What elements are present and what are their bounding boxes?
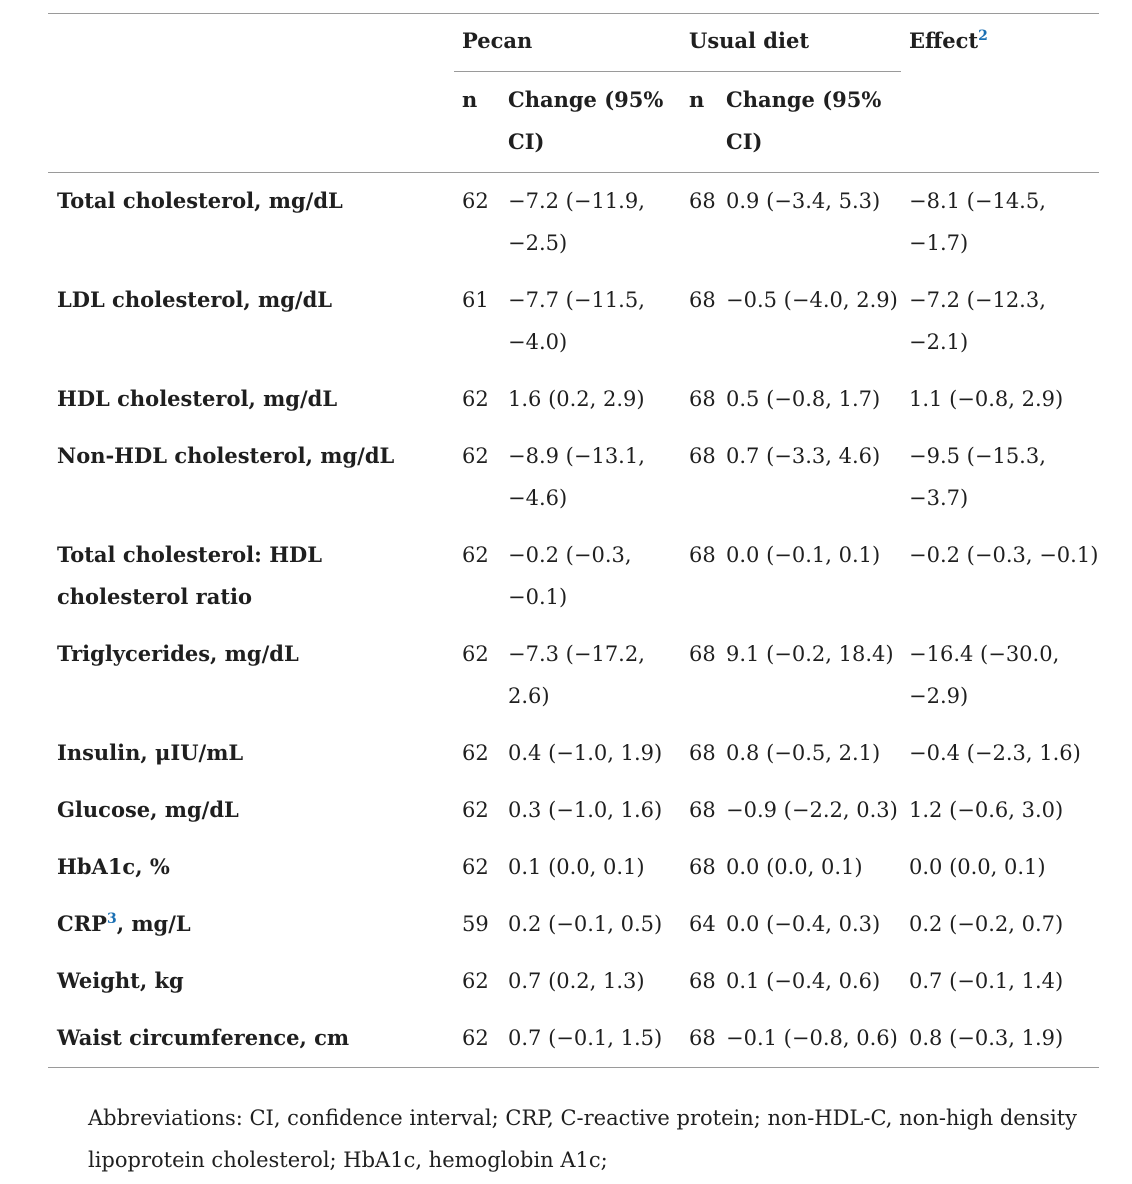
header-empty-cell-2 — [48, 72, 454, 173]
row-label: Non-HDL cholesterol, mg/dL — [57, 443, 395, 468]
header-pecan-change: Change (95% CI) — [503, 72, 681, 173]
results-table-container — [48, 13, 1099, 1068]
row-label: Waist circumference, cm — [48, 1010, 454, 1068]
usual-change: −0.9 (−2.2, 0.3) — [726, 798, 898, 822]
effect-value: 1.2 (−0.6, 3.0) — [909, 798, 1064, 822]
usual-change: 0.8 (−0.5, 2.1) — [726, 741, 881, 765]
table-row — [48, 896, 1099, 953]
usual-change: 0.1 (−0.4, 0.6) — [726, 969, 881, 993]
row-label: Triglycerides, mg/dL — [57, 641, 299, 666]
row-label: Total cholesterol, mg/dL — [57, 188, 343, 213]
usual-n: 68 — [689, 642, 716, 666]
effect-value: −16.4 (−30.0, −2.9) — [909, 642, 1060, 708]
pecan-change: −7.2 (−11.9, −2.5) — [508, 189, 645, 255]
effect-value: −9.5 (−15.3, −3.7) — [909, 444, 1046, 510]
usual-change: −0.5 (−4.0, 2.9) — [726, 288, 898, 312]
table-row — [48, 626, 1099, 725]
usual-change: 0.0 (−0.4, 0.3) — [726, 912, 881, 936]
row-label: CRP$^3$, mg/L — [57, 911, 191, 936]
row-label: LDL cholesterol, mg/dL — [57, 287, 333, 312]
pecan-change: −7.7 (−11.5, −4.0) — [508, 288, 645, 354]
usual-n: 68 — [689, 387, 716, 411]
header-pecan: Pecan — [454, 14, 681, 72]
effect-value: −7.2 (−12.3, −2.1) — [909, 288, 1046, 354]
effect-value: −8.1 (−14.5, −1.7) — [909, 189, 1046, 255]
usual-change: 0.0 (0.0, 0.1) — [726, 855, 863, 879]
usual-n: 68 — [689, 855, 716, 879]
row-label: Glucose, mg/dL — [57, 797, 239, 822]
usual-n: 68 — [689, 969, 716, 993]
table-row — [48, 1010, 1099, 1068]
usual-change: 0.0 (−0.1, 0.1) — [726, 543, 881, 567]
table-row — [48, 272, 1099, 371]
usual-n: 68 — [689, 741, 716, 765]
effect-value: 0.7 (−0.1, 1.4) — [909, 969, 1064, 993]
header-row-groups — [48, 14, 1099, 72]
row-label: HbA1c, % — [57, 854, 170, 879]
usual-change: −0.1 (−0.8, 0.6) — [721, 1010, 901, 1068]
pecan-n: 62 — [454, 1010, 503, 1068]
row-label: Total cholesterol: HDL cholesterol ratio — [57, 542, 323, 609]
pecan-n: 62 — [462, 387, 489, 411]
abbreviations-footnote: Abbreviations: CI, confidence interval; CRP, C-reactive protein; non-HDL-C, non-high density lipoprotein cholesterol; HbA1c, hemoglobin A1c; — [88, 1106, 1078, 1172]
table-row — [48, 173, 1099, 273]
table-row — [48, 527, 1099, 626]
usual-n: 64 — [689, 912, 716, 936]
pecan-n: 62 — [462, 855, 489, 879]
pecan-n: 62 — [462, 969, 489, 993]
effect-value: 0.0 (0.0, 0.1) — [909, 855, 1046, 879]
header-usual-diet: Usual diet — [681, 14, 901, 72]
row-label: Insulin, μIU/mL — [57, 740, 244, 765]
usual-change: 9.1 (−0.2, 18.4) — [726, 642, 894, 666]
pecan-change: 0.4 (−1.0, 1.9) — [508, 741, 663, 765]
table-row — [48, 953, 1099, 1010]
header-usual-change: Change (95% CI) — [721, 72, 901, 173]
pecan-n: 62 — [462, 741, 489, 765]
pecan-change: 0.1 (0.0, 0.1) — [508, 855, 645, 879]
header-usual-n: n — [681, 72, 721, 173]
table-row — [48, 782, 1099, 839]
row-label: HDL cholesterol, mg/dL — [57, 386, 338, 411]
pecan-n: 59 — [462, 912, 489, 936]
usual-n: 68 — [689, 288, 716, 312]
table-row — [48, 371, 1099, 428]
table-row — [48, 839, 1099, 896]
usual-change: 0.9 (−3.4, 5.3) — [726, 189, 881, 213]
usual-n: 68 — [689, 798, 716, 822]
pecan-change: −8.9 (−13.1, −4.6) — [508, 444, 645, 510]
pecan-n: 62 — [462, 642, 489, 666]
pecan-change: 0.7 (0.2, 1.3) — [508, 969, 645, 993]
effect-value: −0.4 (−2.3, 1.6) — [909, 741, 1081, 765]
usual-n: 68 — [689, 444, 716, 468]
table-row — [48, 725, 1099, 782]
pecan-change: 0.2 (−0.1, 0.5) — [508, 912, 663, 936]
pecan-n: 62 — [462, 543, 489, 567]
table-header — [48, 14, 1099, 173]
pecan-n: 62 — [462, 444, 489, 468]
usual-n: 68 — [689, 189, 716, 213]
pecan-change: 0.7 (−0.1, 1.5) — [503, 1010, 681, 1068]
table-row — [48, 428, 1099, 527]
pecan-change: 0.3 (−1.0, 1.6) — [508, 798, 663, 822]
pecan-change: 1.6 (0.2, 2.9) — [508, 387, 645, 411]
results-table — [48, 13, 1099, 1068]
header-pecan-n: n — [454, 72, 503, 173]
header-effect: Effect — [909, 28, 979, 53]
header-effect-cell — [901, 14, 1099, 173]
effect-value: 1.1 (−0.8, 2.9) — [909, 387, 1064, 411]
pecan-n: 61 — [462, 288, 489, 312]
usual-n: 68 — [681, 1010, 721, 1068]
effect-value: 0.8 (−0.3, 1.9) — [901, 1010, 1099, 1068]
pecan-change: −0.2 (−0.3, −0.1) — [508, 543, 632, 609]
pecan-change: −7.3 (−17.2, 2.6) — [508, 642, 645, 708]
usual-change: 0.5 (−0.8, 1.7) — [726, 387, 881, 411]
pecan-n: 62 — [462, 189, 489, 213]
usual-change: 0.7 (−3.3, 4.6) — [726, 444, 881, 468]
crp-footnote-link[interactable]: 3 — [106, 911, 117, 927]
effect-footnote-link[interactable]: 2 — [978, 28, 988, 44]
header-empty-cell — [48, 14, 454, 72]
pecan-n: 62 — [462, 798, 489, 822]
row-label: Weight, kg — [57, 968, 184, 993]
effect-value: 0.2 (−0.2, 0.7) — [909, 912, 1064, 936]
table-body — [48, 173, 1099, 1068]
effect-value: −0.2 (−0.3, −0.1) — [909, 543, 1099, 567]
usual-n: 68 — [689, 543, 716, 567]
